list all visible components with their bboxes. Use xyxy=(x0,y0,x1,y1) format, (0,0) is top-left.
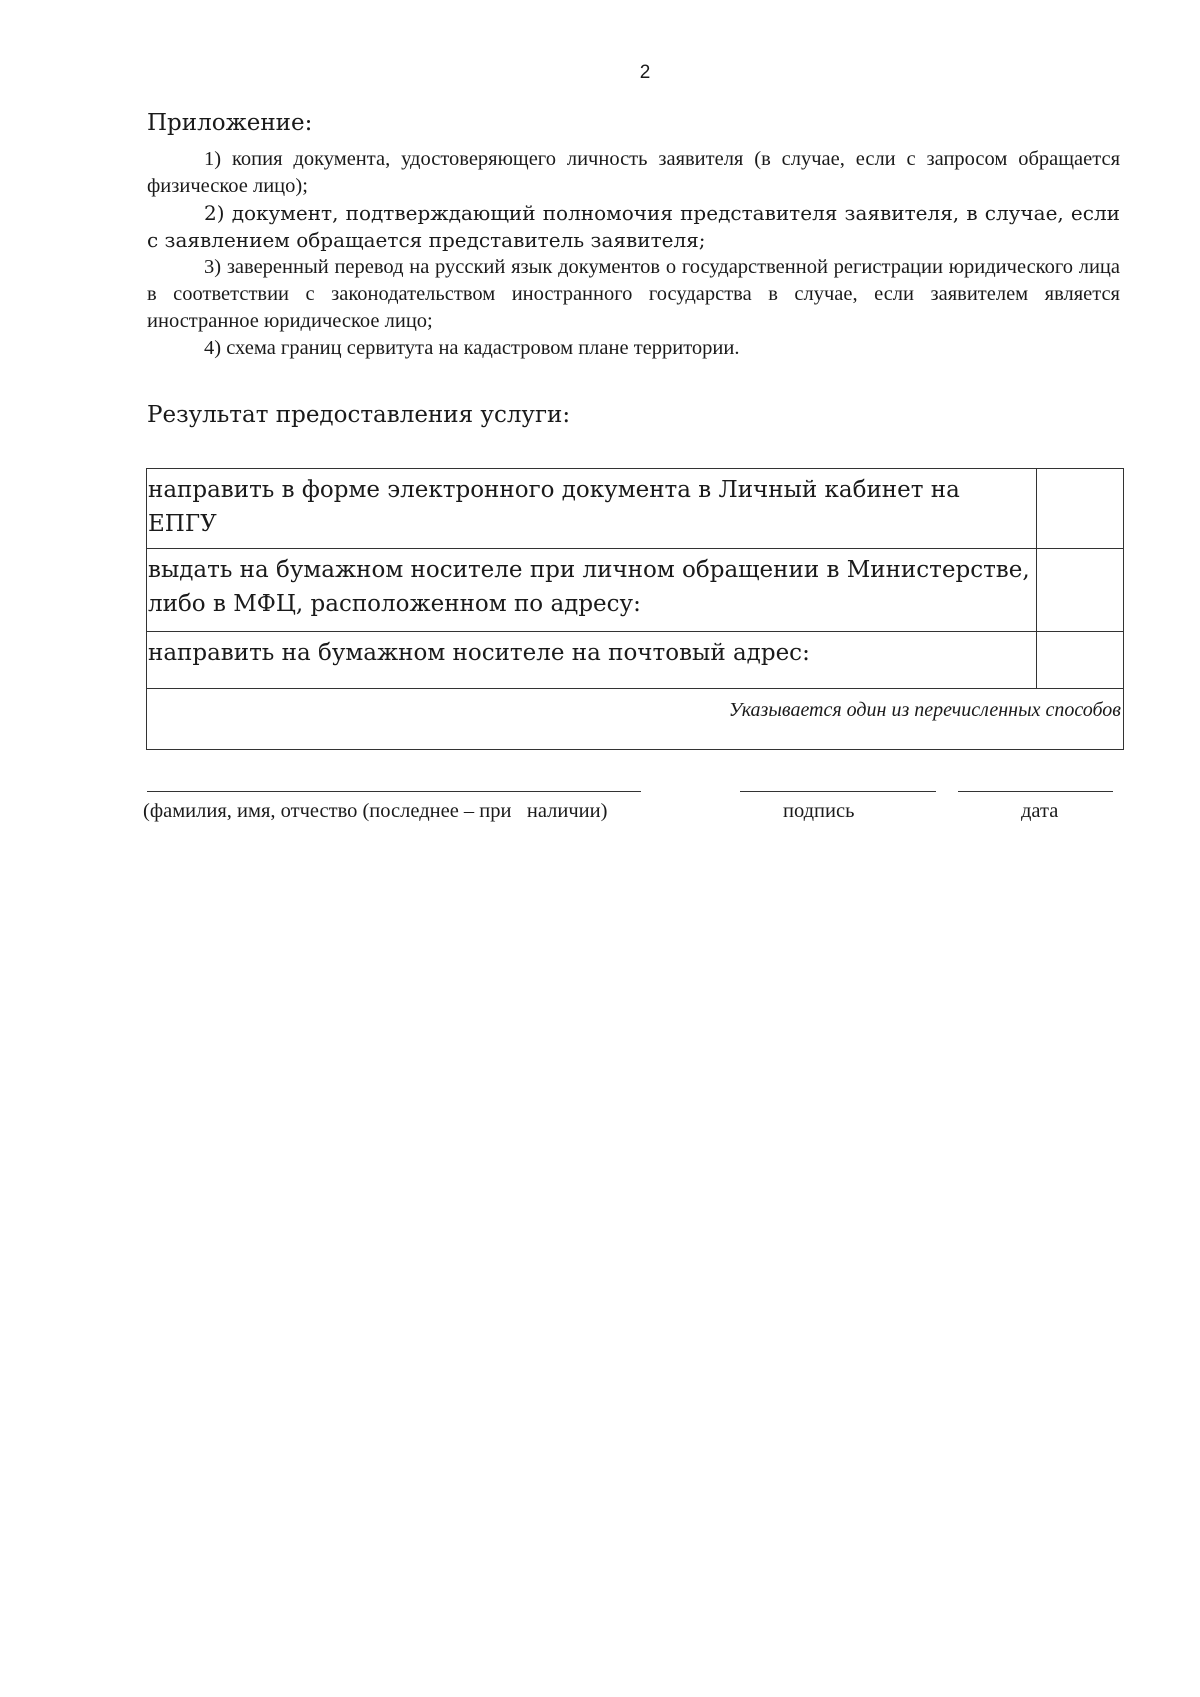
attachments-heading: Приложение: xyxy=(147,110,313,136)
result-option-mail-label: направить на бумажном носителе на почтовый адрес: xyxy=(147,632,1037,689)
result-option-row-paper-in-person xyxy=(147,549,1124,632)
result-option-paper-in-person-checkbox[interactable] xyxy=(1037,549,1124,632)
signature-label: подпись xyxy=(783,800,855,822)
attachment-item-2: 2) документ, подтверждающий полномочия представителя заявителя, в случае, если с заявлением обращается представитель заявителя; xyxy=(147,201,1120,252)
result-heading: Результат предоставления услуги: xyxy=(147,402,571,428)
result-option-paper-in-person-label: выдать на бумажном носителе при личном обращении в Министерстве, либо в МФЦ, расположенном по адресу: xyxy=(147,549,1037,632)
date-label: дата xyxy=(1021,800,1059,822)
result-option-epgu-label: направить в форме электронного документа в Личный кабинет на ЕПГУ xyxy=(147,469,1037,549)
attachment-item-3: 3) заверенный перевод на русский язык документов о государственной регистрации юридического лица в соответствии с законодательством иностранного государства в случае, если заявителем является иностранное юридическое лицо; xyxy=(147,256,1120,332)
fio-signature-line[interactable] xyxy=(147,791,641,792)
page-number: 2 xyxy=(639,62,651,83)
result-option-row-mail xyxy=(147,632,1124,689)
result-option-epgu-checkbox[interactable] xyxy=(1037,469,1124,549)
result-option-mail-checkbox[interactable] xyxy=(1037,632,1124,689)
attachment-item-4: 4) схема границ сервитута на кадастровом плане территории. xyxy=(204,337,740,359)
date-line[interactable] xyxy=(958,791,1113,792)
signature-line[interactable] xyxy=(740,791,936,792)
attachment-item-1: 1) копия документа, удостоверяющего личность заявителя (в случае, если с запросом обращается физическое лицо); xyxy=(147,148,1120,197)
fio-label: (фамилия, имя, отчество (последнее – при наличии) xyxy=(143,800,608,822)
result-note: Указывается один из перечисленных способов xyxy=(147,689,1124,750)
attachments-list xyxy=(147,146,1120,362)
result-options-table xyxy=(146,468,1124,750)
result-option-row-epgu xyxy=(147,469,1124,549)
result-note-row xyxy=(147,689,1124,750)
